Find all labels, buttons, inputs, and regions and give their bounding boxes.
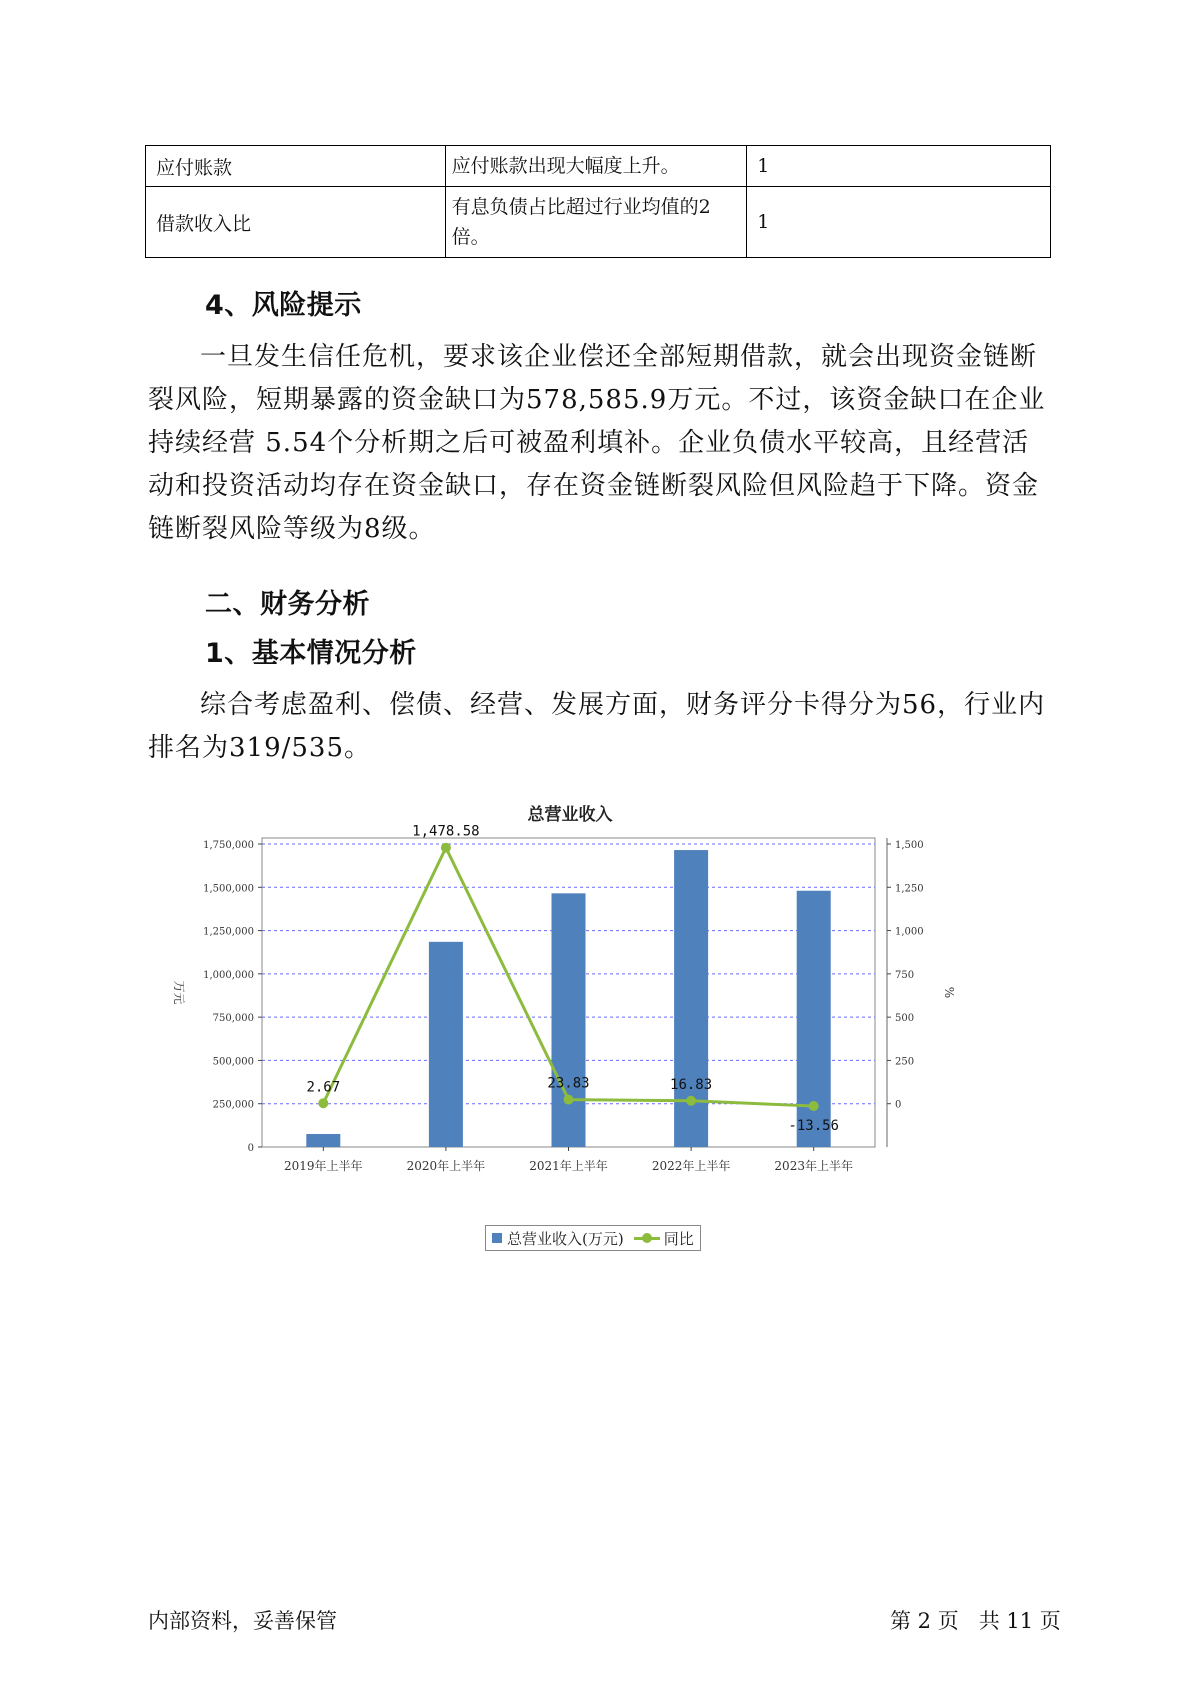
left-tick-label: 1,000,000: [203, 969, 254, 981]
yoy-data-label: 2.67: [306, 1079, 341, 1096]
yoy-data-label: 16.83: [670, 1076, 713, 1093]
footer-confidential: 内部资料，妥善保管: [148, 1609, 337, 1633]
table-row: [146, 187, 1051, 258]
finance-section-heading: 二、财务分析: [205, 589, 370, 620]
right-tick-label: 1,250: [895, 883, 924, 895]
right-tick-label: 1,500: [895, 840, 924, 851]
revenue-chart: [172, 790, 960, 1260]
left-tick-label: 1,250,000: [203, 926, 254, 938]
revenue-bar: [429, 942, 463, 1147]
legend-line-label: 同比: [663, 1229, 694, 1248]
x-tick-label: 2020年上半年: [406, 1159, 486, 1173]
finance-paragraph: [148, 684, 1048, 770]
description-cell: 应付账款出现大幅度上升。: [445, 146, 747, 187]
x-tick-label: 2019年上半年: [284, 1159, 363, 1173]
left-tick-label: 1,750,000: [203, 840, 254, 851]
description-cell: 有息负债占比超过行业均值的2倍。: [445, 187, 747, 258]
chart-legend: [485, 1225, 701, 1251]
right-tick-label: 1,000: [895, 926, 924, 938]
risk-indicator-table: [145, 145, 1051, 258]
value-cell: 1: [747, 146, 1051, 187]
yoy-point: [441, 843, 451, 853]
revenue-bar: [306, 1134, 340, 1147]
basic-analysis-heading: 1、基本情况分析: [205, 638, 417, 669]
legend-line-swatch: [634, 1233, 660, 1243]
left-tick-label: 1,500,000: [203, 883, 254, 895]
right-tick-label: 250: [895, 1056, 915, 1068]
chart-canvas: [172, 823, 960, 1264]
risk-paragraph-text: 一旦发生信任危机，要求该企业偿还全部短期借款，就会出现资金链断裂风险，短期暴露的资金缺口为578,585.9万元。不过，该资金缺口在企业持续经营 5.54个分析期之后可被盈利填补。企业负债水平较高，且经营活动和投资活动均存在资金缺口，存在资金链断裂风险但风险趋于下降。资金链断裂风险等级为8级。: [148, 342, 1046, 544]
risk-paragraph: [148, 336, 1048, 551]
left-tick-label: 750,000: [212, 1013, 254, 1025]
indicator-cell: 应付账款: [146, 146, 446, 187]
right-tick-label: 500: [895, 1013, 915, 1025]
x-tick-label: 2021年上半年: [529, 1159, 608, 1173]
right-tick-label: 0: [895, 1099, 902, 1111]
yoy-point: [686, 1096, 696, 1106]
left-tick-label: 250,000: [212, 1099, 254, 1111]
yoy-point: [809, 1101, 819, 1111]
yoy-data-label: 23.83: [547, 1075, 590, 1092]
left-axis-label: 万元: [172, 980, 186, 1005]
left-tick-label: 0: [247, 1143, 254, 1154]
left-tick-label: 500,000: [212, 1056, 254, 1068]
chart-title: 总营业收入: [527, 805, 613, 825]
yoy-point: [318, 1098, 328, 1108]
x-tick-label: 2023年上半年: [774, 1159, 853, 1173]
yoy-data-label: -13.56: [788, 1118, 839, 1135]
revenue-bar: [552, 893, 586, 1147]
right-axis-label: %: [942, 986, 956, 999]
yoy-point: [564, 1095, 574, 1105]
legend-bar-label: 总营业收入(万元): [507, 1229, 624, 1248]
footer-page-number: 第 2 页 共 11 页: [890, 1609, 1061, 1633]
yoy-data-label: 1,478.58: [412, 823, 480, 840]
value-cell: 1: [747, 187, 1051, 258]
indicator-cell: 借款收入比: [146, 187, 446, 258]
x-tick-label: 2022年上半年: [651, 1159, 731, 1173]
finance-paragraph-text: 综合考虑盈利、偿债、经营、发展方面，财务评分卡得分为56，行业内排名为319/535。: [148, 690, 1046, 763]
legend-bar-swatch: [492, 1233, 502, 1243]
table-row: [146, 146, 1051, 187]
risk-section-heading: 4、风险提示: [205, 290, 362, 321]
right-tick-label: 750: [895, 969, 915, 981]
